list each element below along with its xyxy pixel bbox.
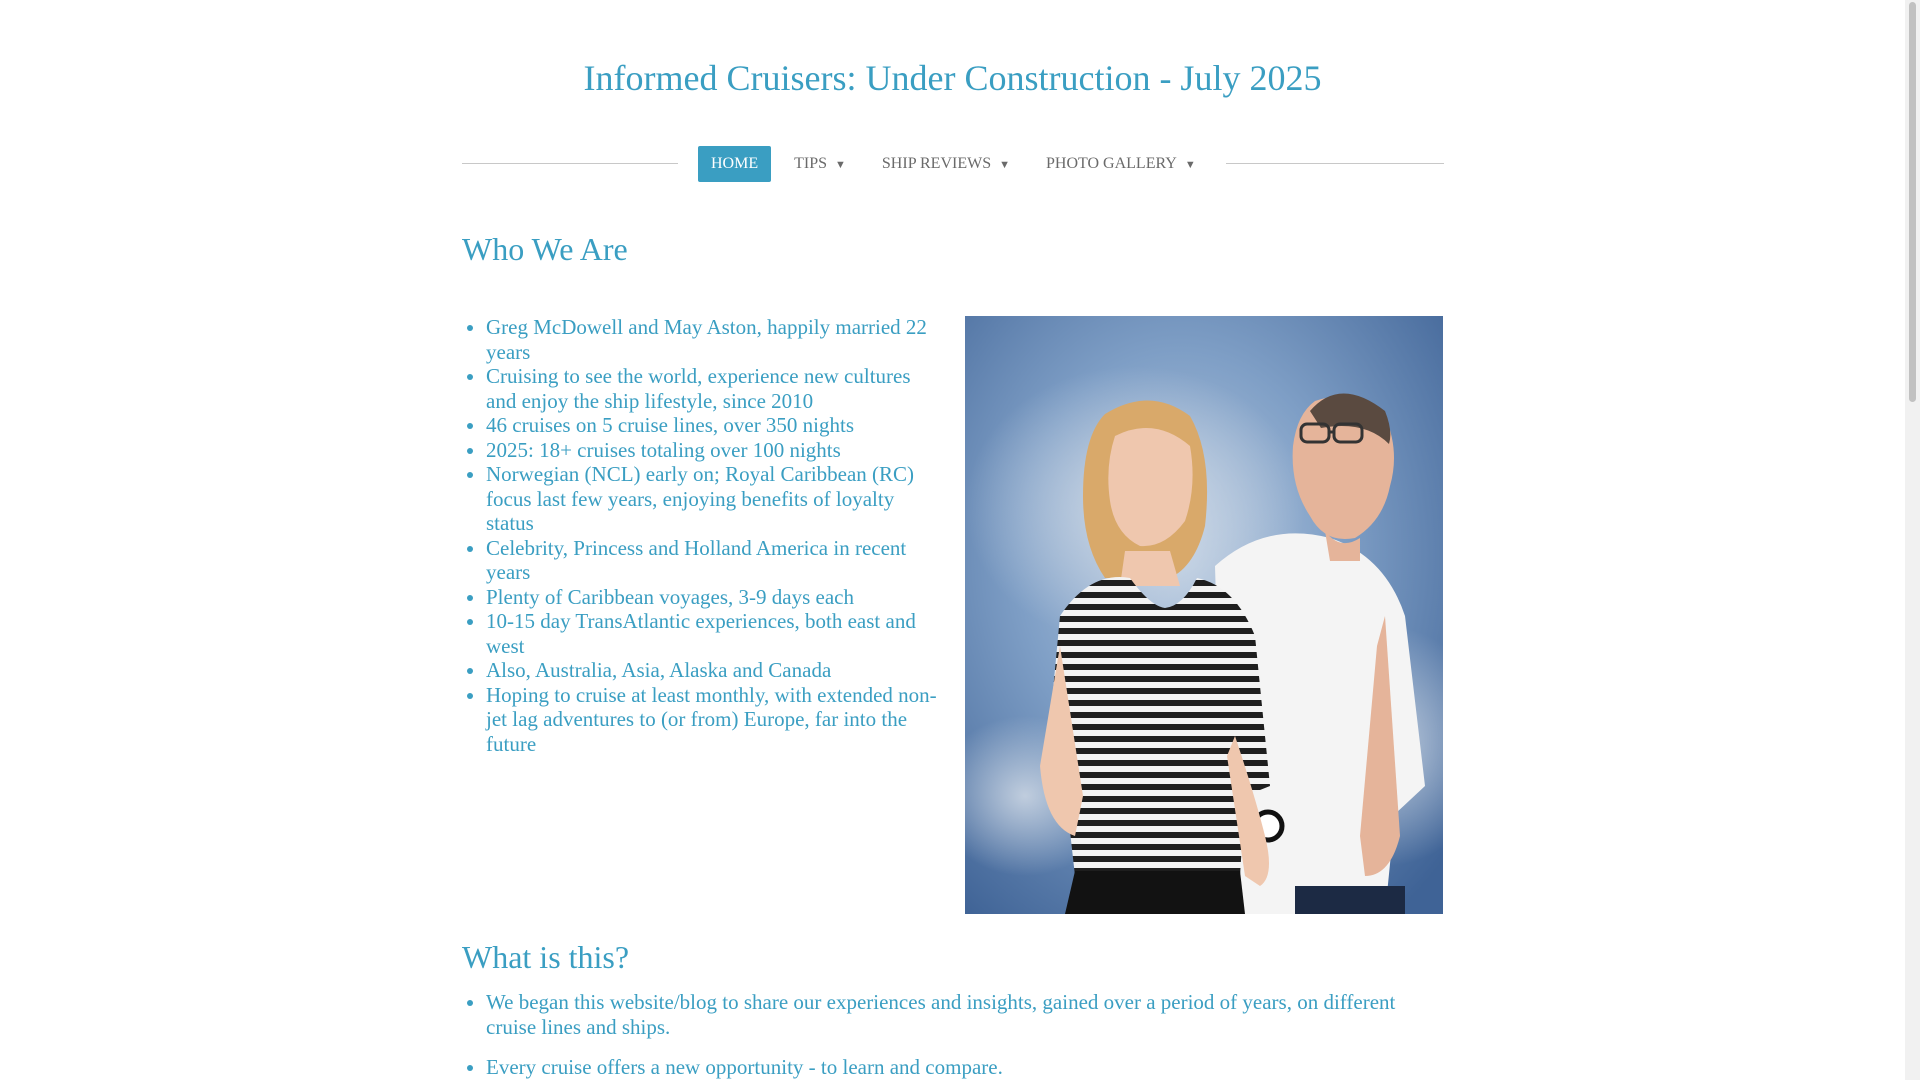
nav-item-label: PHOTO GALLERY (1045, 155, 1177, 172)
nav-item-label: HOME (711, 155, 759, 172)
list-item: • Celebrity, Princess and Holland America in recent years (486, 536, 942, 585)
list-item: • 2025: 18+ cruises totaling over 100 nights (486, 438, 942, 463)
couple-photo (965, 316, 1443, 914)
nav-items (698, 146, 1219, 182)
list-item: • Every cruise offers a new opportunity - to learn and compare. (486, 1055, 1444, 1080)
caret-down-icon: ▼ (835, 159, 846, 171)
list-item: • Hoping to cruise at least monthly, with extended non-jet lag adventures to (or from) Europe, far into the future (486, 683, 942, 757)
couple-photo-illustration (965, 316, 1443, 914)
list-item: • We began this website/blog to share our experiences and insights, gained over a period of years, on different cruise lines and ships. (486, 990, 1444, 1039)
list-item: • Also, Australia, Asia, Alaska and Canada (486, 658, 942, 683)
caret-down-icon: ▼ (999, 159, 1010, 171)
list-item: • Cruising to see the world, experience new cultures and enjoy the ship lifestyle, since 2010 (486, 364, 942, 413)
who-we-are-list (462, 315, 942, 756)
nav-item-photo-gallery[interactable] (1033, 146, 1209, 182)
scrollbar-thumb[interactable] (1909, 2, 1916, 402)
list-item: • 10-15 day TransAtlantic experiences, both east and west (486, 609, 942, 658)
nav-item-ship-reviews[interactable] (869, 146, 1023, 182)
who-we-are-heading: Who We Are (462, 231, 628, 267)
list-item: • Plenty of Caribbean voyages, 3-9 days each (486, 585, 942, 610)
what-is-this-heading: What is this? (462, 939, 630, 975)
list-item: • Norwegian (NCL) early on; Royal Caribbean (RC) focus last few years, enjoying benefits of loyalty status (486, 462, 942, 536)
nav-item-label: TIPS (794, 155, 828, 172)
vertical-scrollbar[interactable] (1905, 0, 1920, 1080)
what-is-this-list (462, 990, 1444, 1080)
nav-item-label: SHIP REVIEWS (881, 155, 992, 172)
main-nav (462, 146, 1444, 182)
nav-item-home[interactable] (698, 146, 771, 182)
nav-divider-right (1226, 163, 1444, 164)
nav-divider-left (462, 163, 678, 164)
caret-down-icon: ▼ (1184, 159, 1196, 171)
list-item: • 46 cruises on 5 cruise lines, over 350 nights (486, 413, 942, 438)
nav-item-tips[interactable] (781, 146, 859, 182)
list-item: • Greg McDowell and May Aston, happily married 22 years (486, 315, 942, 364)
site-title[interactable]: Informed Cruisers: Under Construction - July 2025 (583, 58, 1322, 98)
